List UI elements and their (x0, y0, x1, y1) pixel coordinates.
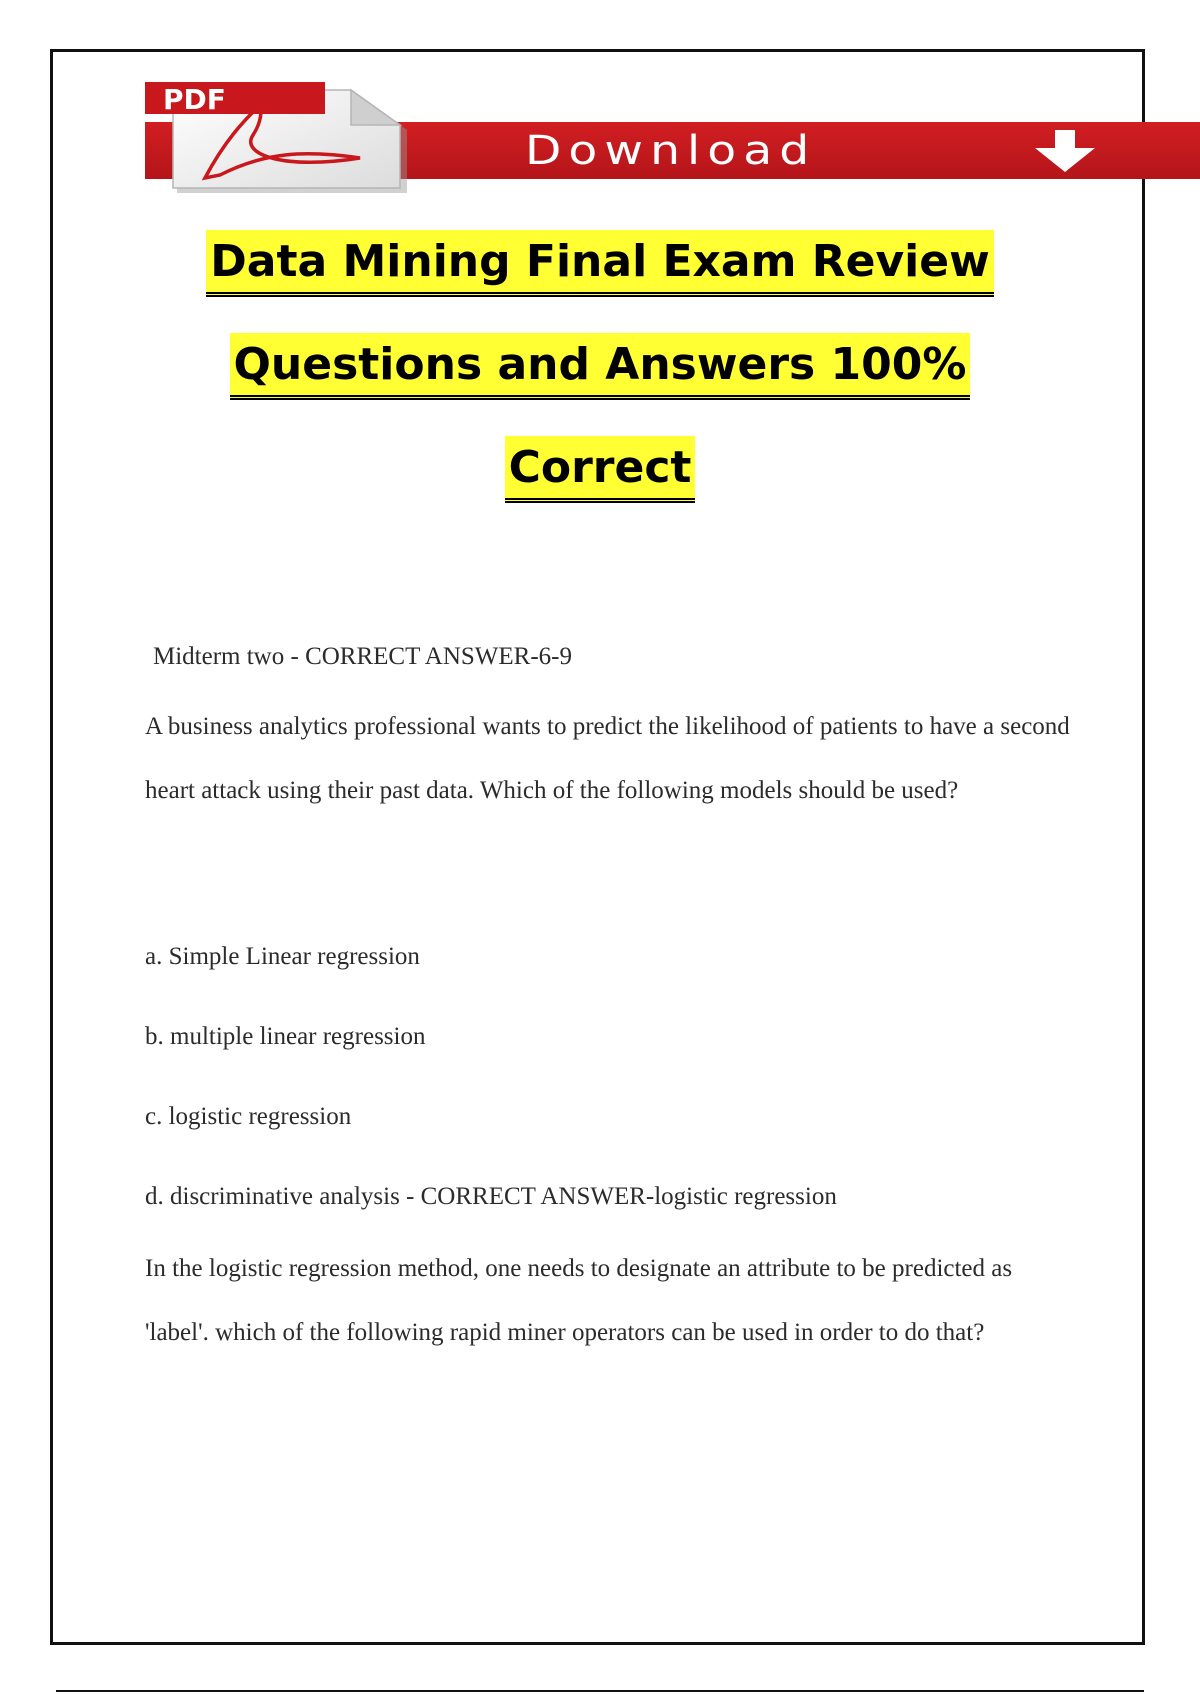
download-arrow-icon[interactable] (1025, 126, 1105, 176)
download-banner[interactable] (145, 80, 1200, 195)
title-line-1 (60, 230, 1140, 333)
title-line-3-text: Correct (505, 436, 696, 503)
document-body (145, 625, 1075, 1365)
document-title (60, 230, 1140, 539)
title-line-2 (60, 333, 1140, 436)
question-2: In the logistic regression method, one needs to designate an attribute to be predicted as 'label'. which of the following rapid miner operators can be used in order to do that? (145, 1255, 1013, 1346)
title-line-2-text: Questions and Answers 100% (230, 333, 971, 400)
title-line-1-text: Data Mining Final Exam Review (206, 230, 994, 297)
option-b: b. multiple linear regression (145, 1023, 426, 1050)
bottom-rule (56, 1690, 1144, 1692)
download-label[interactable]: Download (525, 128, 817, 174)
question-1: A business analytics professional wants to predict the likelihood of patients to have a second heart attack using their past data. Which of the following models should be used? (145, 713, 1070, 804)
pdf-logo-text: PDF (163, 83, 226, 116)
pdf-file-icon (145, 80, 410, 195)
title-line-3 (60, 436, 1140, 539)
option-d: d. discriminative analysis - CORRECT ANSWER-logistic regression (145, 1183, 837, 1210)
option-c: c. logistic regression (145, 1103, 352, 1130)
option-a: a. Simple Linear regression (145, 943, 420, 970)
intro-answer: Midterm two - CORRECT ANSWER-6-9 (153, 643, 572, 670)
